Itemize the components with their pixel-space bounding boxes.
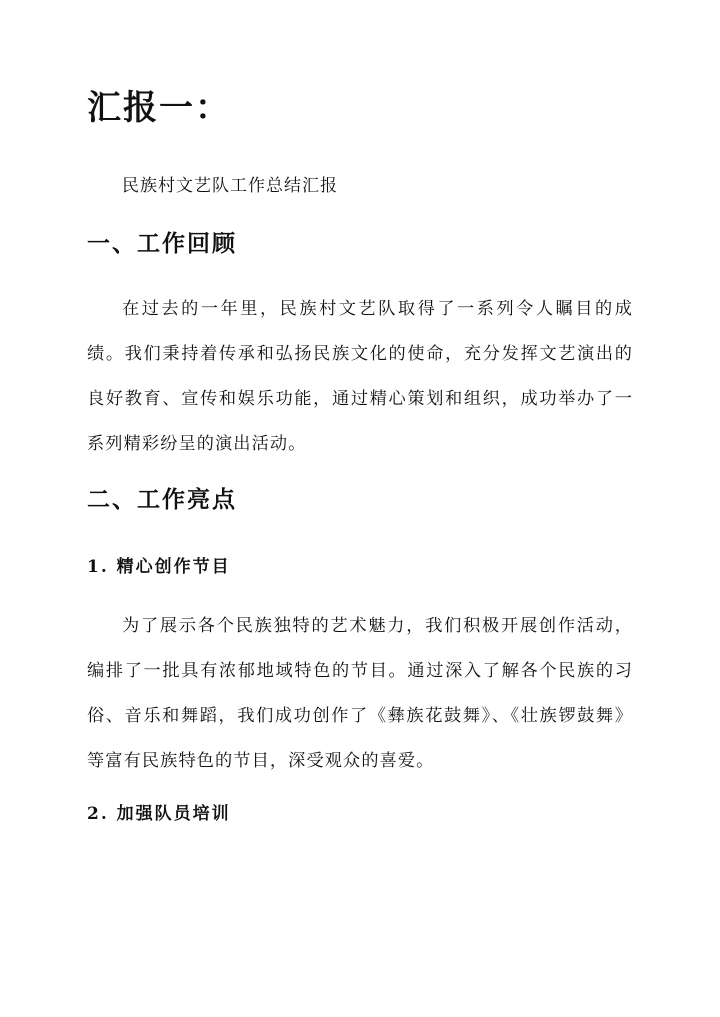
section-heading-highlights: 二、工作亮点 bbox=[87, 486, 237, 513]
document-subtitle: 民族村文艺队工作总结汇报 bbox=[122, 176, 338, 196]
section-heading-review: 一、工作回顾 bbox=[87, 230, 237, 257]
document-title: 汇报一： bbox=[87, 88, 231, 128]
section-paragraph-review: 在过去的一年里，民族村文艺队取得了一系列令人瞩目的成绩。我们秉持着传承和弘扬民族文化的使命，充分发挥文艺演出的良好教育、宣传和娱乐功能，通过精心策划和组织，成功举办了一系列精彩纷呈的演出活动。 bbox=[87, 299, 633, 454]
subsection-paragraph-programs: 为了展示各个民族独特的艺术魅力，我们积极开展创作活动，编排了一批具有浓郁地域特色的节目。通过深入了解各个民族的习俗、音乐和舞蹈，我们成功创作了《彝族花鼓舞》、《壮族锣鼓舞》等富有民族特色的节目，深受观众的喜爱。 bbox=[87, 616, 633, 771]
subsection-heading-training: 2. 加强队员培训 bbox=[87, 804, 231, 824]
subsection-heading-programs: 1. 精心创作节目 bbox=[87, 557, 231, 577]
